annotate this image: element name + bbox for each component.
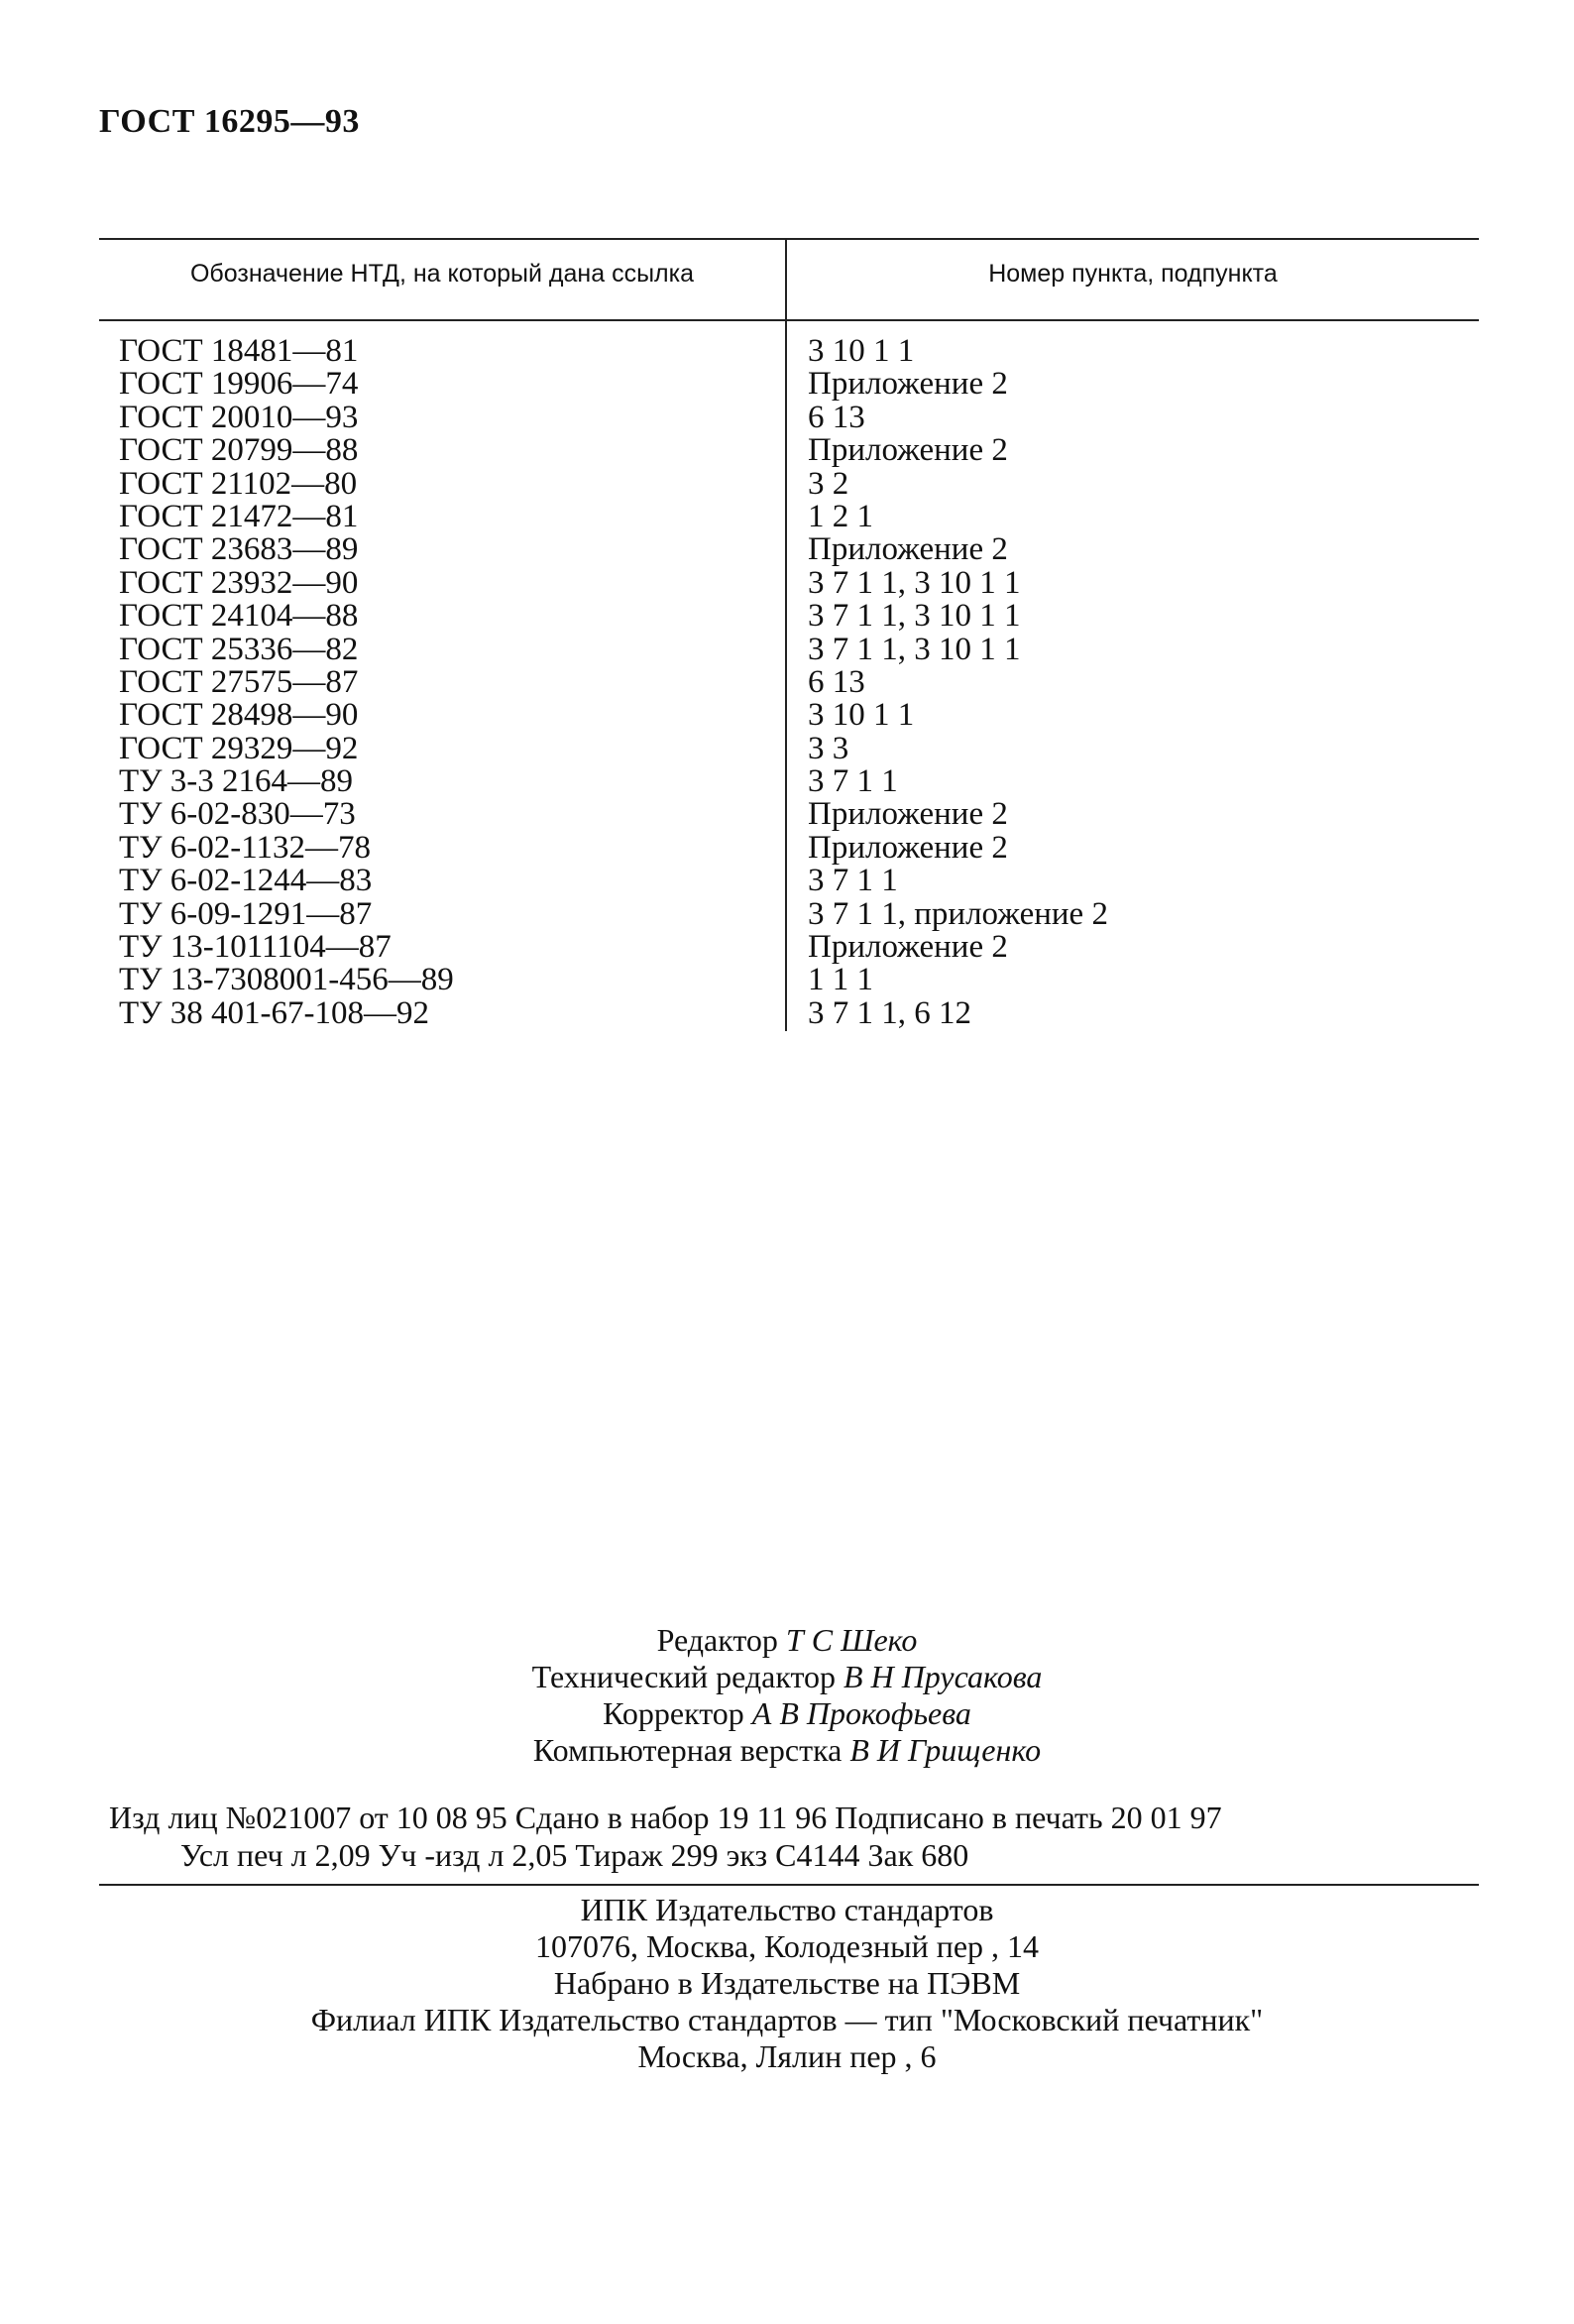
row-document: ТУ 6-02-1244—83 xyxy=(119,863,373,899)
row-clause: 6 13 xyxy=(808,399,865,435)
row-document: ГОСТ 27575—87 xyxy=(119,663,359,700)
row-clause: 1 1 1 xyxy=(808,962,873,998)
row-clause: 3 7 1 1, 3 10 1 1 xyxy=(808,598,1021,635)
row-document: ГОСТ 25336—82 xyxy=(119,631,359,667)
row-clause: Приложение 2 xyxy=(808,432,1008,469)
table-row xyxy=(99,994,1479,1031)
document-code: ГОСТ 16295—93 xyxy=(99,103,360,140)
table-body xyxy=(99,335,1479,1030)
row-clause: 3 7 1 1, 3 10 1 1 xyxy=(808,564,1021,601)
row-document: ГОСТ 18481—81 xyxy=(119,333,359,369)
table-row xyxy=(99,631,1479,667)
row-clause: 3 2 xyxy=(808,465,849,502)
row-clause: 3 10 1 1 xyxy=(808,333,915,369)
publisher-line: ИПК Издательство стандартов xyxy=(580,1892,994,1927)
row-document: ГОСТ 19906—74 xyxy=(119,366,359,403)
row-clause: 3 7 1 1 xyxy=(808,763,898,800)
row-document: ТУ 13-1011104—87 xyxy=(119,929,392,966)
row-document: ТУ 13-7308001-456—89 xyxy=(119,962,454,998)
row-clause: 3 7 1 1 xyxy=(808,863,898,899)
row-clause: Приложение 2 xyxy=(808,929,1008,966)
imprint-line-2: Усл печ л 2,09 Уч -изд л 2,05 Тираж 299 экз С4144 Зак 680 xyxy=(180,1837,969,1873)
row-document: ТУ 6-09-1291—87 xyxy=(119,895,373,932)
table-row xyxy=(99,335,1479,368)
publisher-line: Москва, Лялин пер , 6 xyxy=(637,2038,937,2074)
publisher-line: 107076, Москва, Колодезный пер , 14 xyxy=(534,1928,1040,1964)
column-header-document: Обозначение НТД, на который дана ссылка xyxy=(189,260,695,288)
imprint-line-1: Изд лиц №021007 от 10 08 95 Сдано в набор 19 11 96 Подписано в печать 20 01 97 xyxy=(109,1800,1222,1835)
row-clause: Приложение 2 xyxy=(808,829,1008,866)
credit-name: В Н Прусакова xyxy=(843,1659,1043,1694)
row-document: ГОСТ 28498—90 xyxy=(119,697,359,734)
table-row xyxy=(99,533,1479,566)
table-row xyxy=(99,564,1479,601)
row-document: ГОСТ 23932—90 xyxy=(119,564,359,601)
row-clause: 3 7 1 1, приложение 2 xyxy=(808,895,1108,932)
row-document: ГОСТ 29329—92 xyxy=(119,730,359,766)
row-document: ГОСТ 21102—80 xyxy=(119,465,358,502)
publisher-line: Филиал ИПК Издательство стандартов — тип "Московский печатник" xyxy=(310,2002,1264,2037)
table-row xyxy=(99,865,1479,897)
table-row xyxy=(99,798,1479,831)
table-row xyxy=(99,699,1479,732)
row-clause: 3 7 1 1, 6 12 xyxy=(808,994,971,1031)
column-header-clause: Номер пункта, подпункта xyxy=(988,260,1278,288)
table-row xyxy=(99,434,1479,467)
credit-proofreader xyxy=(0,1695,1574,1732)
publisher-line: Набрано в Издательстве на ПЭВМ xyxy=(553,1965,1021,2001)
table-row xyxy=(99,730,1479,766)
row-document: ТУ 3-3 2164—89 xyxy=(119,763,354,800)
table-row xyxy=(99,498,1479,534)
imprint-rule xyxy=(99,1884,1479,1886)
credits-block xyxy=(0,1622,1574,1769)
table-row xyxy=(99,368,1479,401)
credit-role: Корректор xyxy=(603,1695,744,1731)
credit-role: Редактор xyxy=(656,1622,778,1658)
table-top-rule xyxy=(99,238,1479,240)
table-row xyxy=(99,964,1479,996)
row-clause: 1 2 1 xyxy=(808,498,873,534)
table-row xyxy=(99,895,1479,932)
table-row xyxy=(99,465,1479,502)
row-document: ГОСТ 24104—88 xyxy=(119,598,359,635)
publisher-block xyxy=(0,1892,1574,2075)
credit-role: Технический редактор xyxy=(531,1659,837,1694)
table-row xyxy=(99,399,1479,435)
credit-layout xyxy=(0,1732,1574,1769)
credit-name: Т С Шеко xyxy=(785,1622,918,1658)
table-row xyxy=(99,765,1479,798)
credit-name: В И Грищенко xyxy=(849,1732,1042,1768)
row-clause: 3 10 1 1 xyxy=(808,697,915,734)
row-document: ТУ 6-02-830—73 xyxy=(119,796,356,833)
table-row xyxy=(99,663,1479,700)
imprint-block xyxy=(99,1799,1479,1874)
credit-name: А В Прокофьева xyxy=(751,1695,971,1731)
row-clause: 6 13 xyxy=(808,663,865,700)
table-row xyxy=(99,829,1479,866)
credit-tech-editor xyxy=(0,1659,1574,1695)
row-document: ГОСТ 20010—93 xyxy=(119,399,359,435)
row-clause: Приложение 2 xyxy=(808,366,1008,403)
credit-role: Компьютерная верстка xyxy=(532,1732,843,1768)
row-document: ТУ 38 401-67-108—92 xyxy=(119,994,430,1031)
row-clause: 3 3 xyxy=(808,730,849,766)
table-row xyxy=(99,931,1479,964)
row-clause: Приложение 2 xyxy=(808,796,1008,833)
row-document: ГОСТ 21472—81 xyxy=(119,498,359,534)
row-clause: 3 7 1 1, 3 10 1 1 xyxy=(808,631,1021,667)
row-clause: Приложение 2 xyxy=(808,531,1008,568)
row-document: ГОСТ 23683—89 xyxy=(119,531,359,568)
table-header-rule xyxy=(99,319,1479,321)
credit-editor xyxy=(0,1622,1574,1659)
row-document: ТУ 6-02-1132—78 xyxy=(119,829,372,866)
table-row xyxy=(99,600,1479,633)
row-document: ГОСТ 20799—88 xyxy=(119,432,359,469)
